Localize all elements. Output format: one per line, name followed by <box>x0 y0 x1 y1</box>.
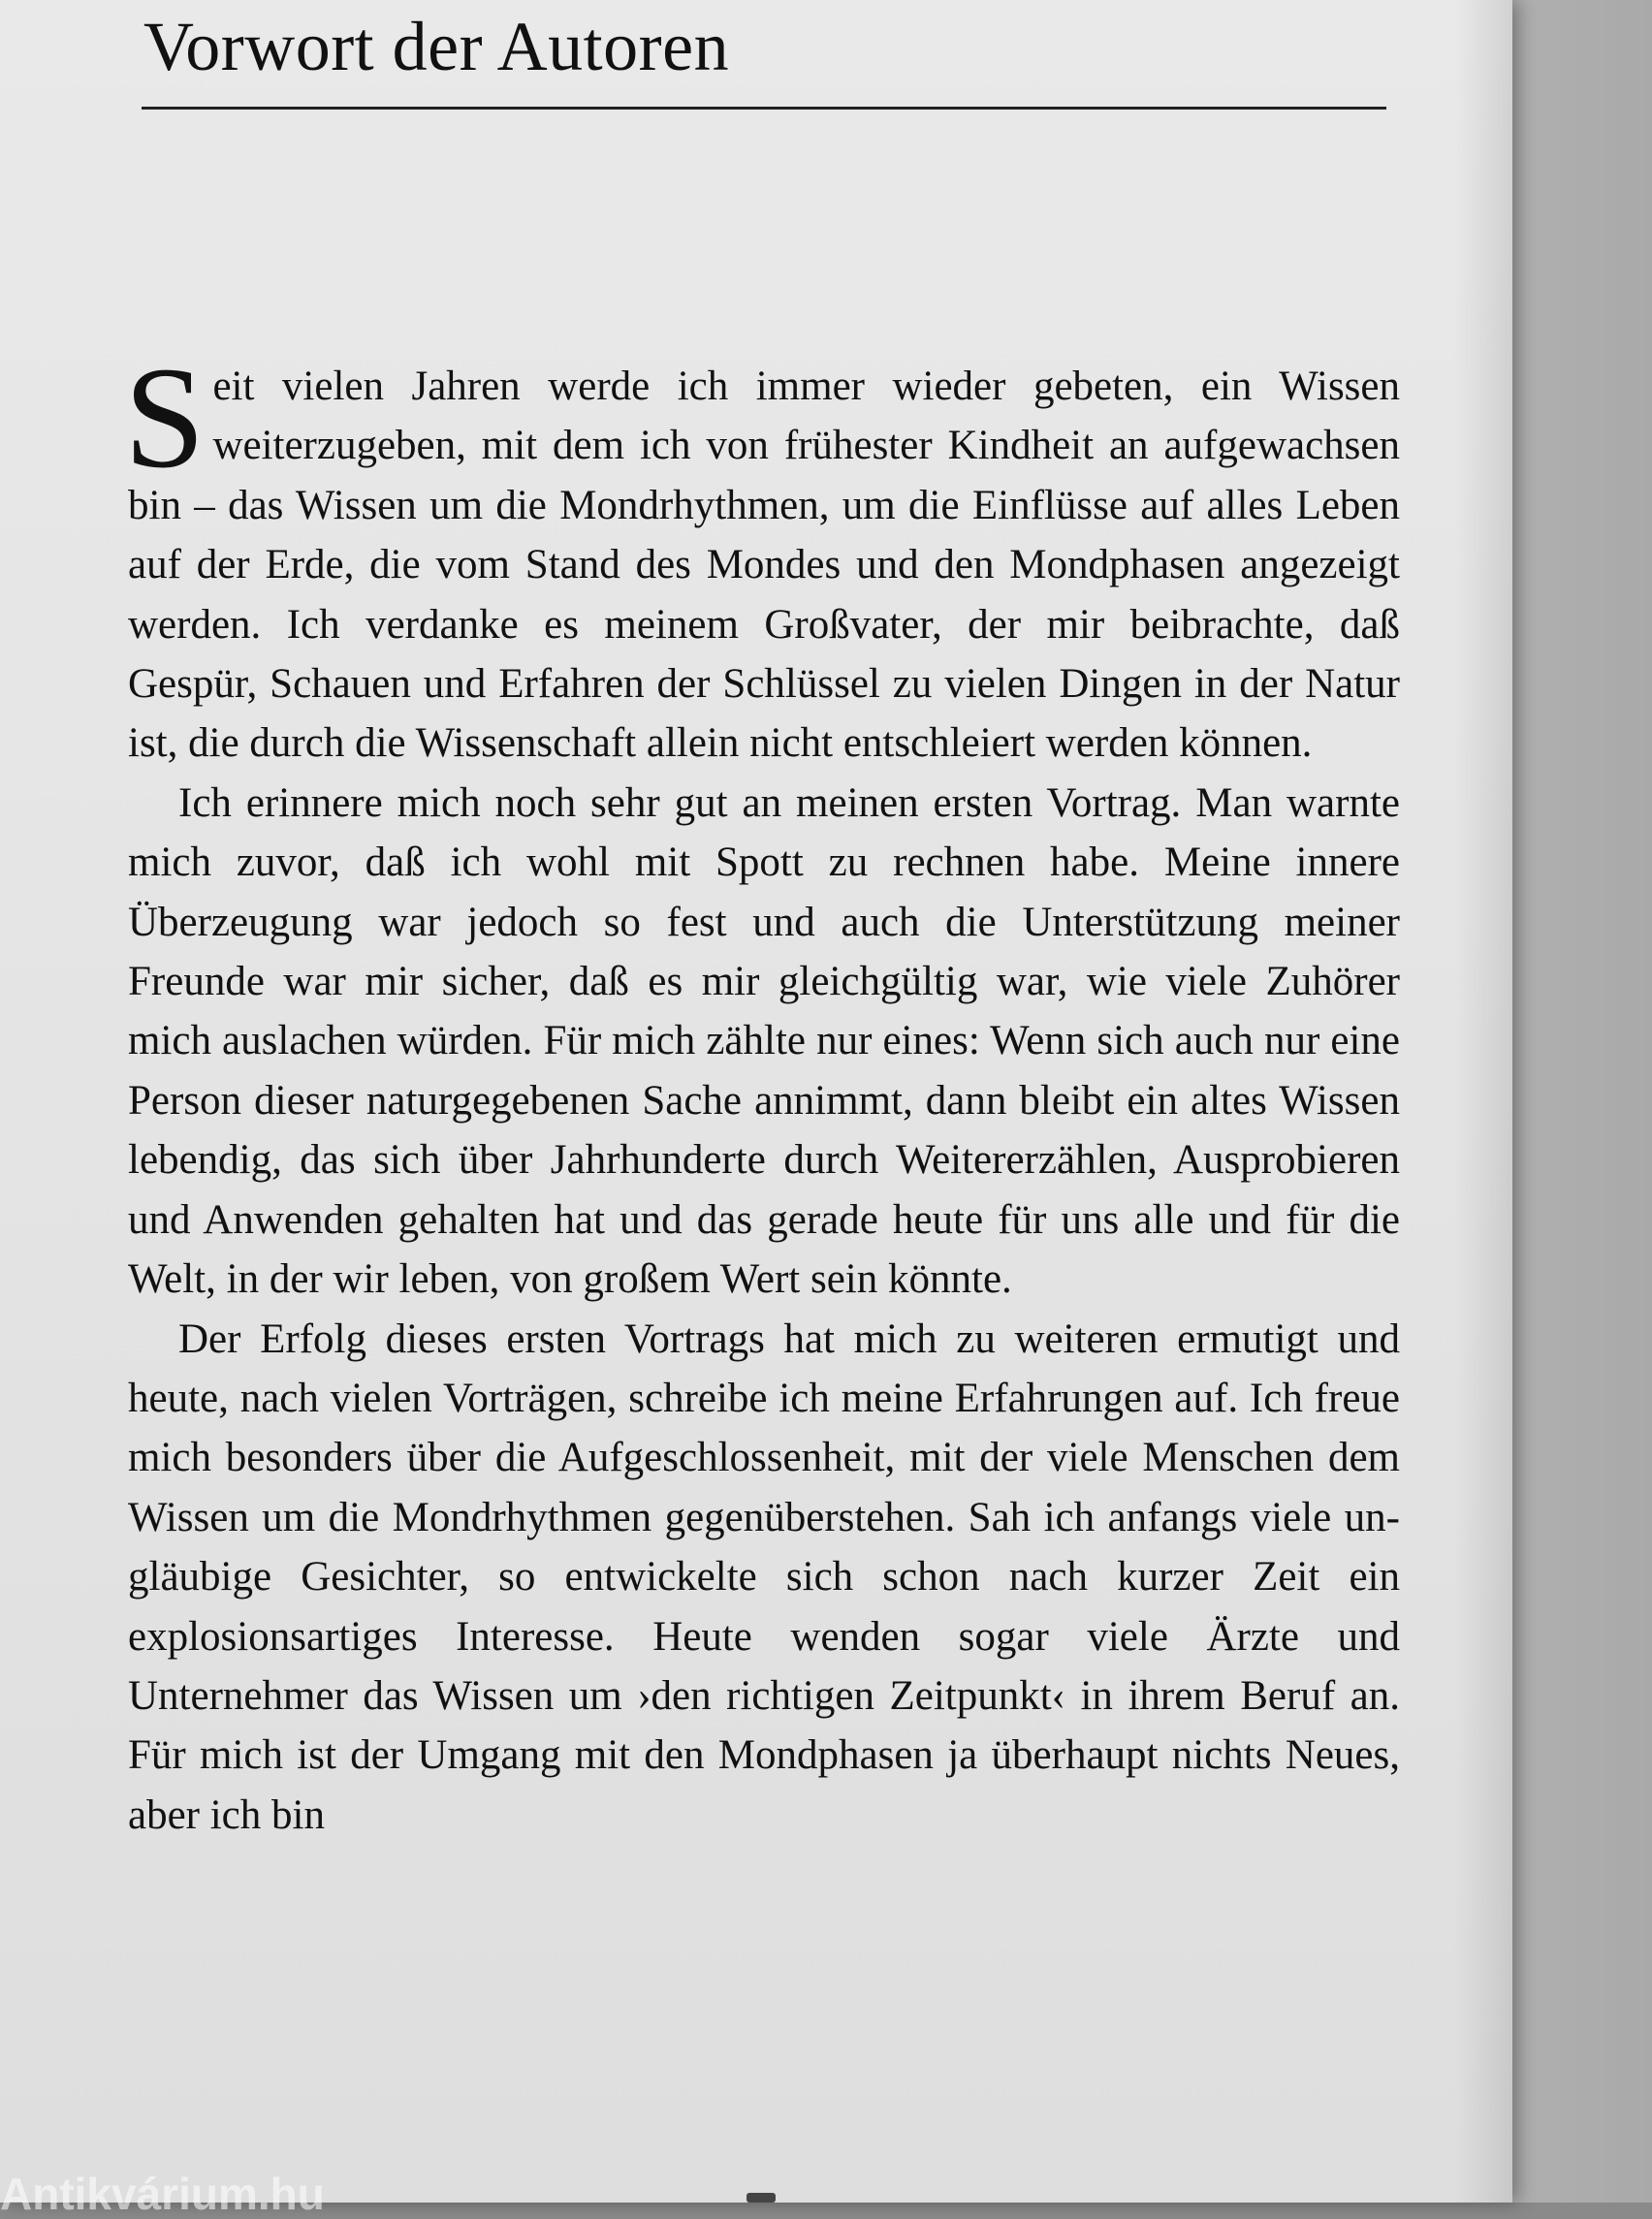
paragraph-3: Der Erfolg dieses ersten Vortrags hat mich zu weiteren ermutigt und heute, nach vielen Vorträgen, schreibe ich meine Erfahrungen auf. Ich freue mich besonders über die Aufgeschlossenheit, mit der viele Menschen dem Wissen um die Mondrhythmen gegenüberstehen. Sah ich anfangs viele ungläubige Gesichter, so entwickelte sich schon nach kurzer Zeit ein explosionsartiges Interesse. Heute wenden sogar viele Ärzte und Unternehmer das Wissen um ›den richtigen Zeitpunkt‹ in ihrem Beruf an. Für mich ist der Umgang mit den Mondphasen ja überhaupt nichts Neues, aber ich bin <box>128 1316 1400 1838</box>
chapter-heading: Vorwort der Autoren <box>143 8 730 85</box>
paragraph-2: Ich erinnere mich noch sehr gut an meinen ersten Vortrag. Man warnte mich zuvor, daß ich wohl mit Spott zu rechnen habe. Meine innere Überzeugung war jedoch so fest und auch die Unterstützung meiner Freunde war mir sicher, daß es mir gleichgültig war, wie viele Zuhörer mich auslachen würden. Für mich zählte nur eines: Wenn sich auch nur eine Person dieser naturgegebenen Sache annimmt, dann bleibt ein altes Wissen lebendig, das sich über Jahrhunderte durch Weitererzählen, Ausprobieren und Anwenden gehalten hat und das gerade heute für uns alle und für die Welt, in der wir leben, von großem Wert sein könnte. <box>128 779 1400 1303</box>
paragraph-1 <box>124 337 1400 774</box>
watermark: Antikvárium.hu <box>0 2169 325 2219</box>
page-edge-shadow <box>1454 0 1512 2203</box>
paragraph-1-text: eit vielen Jahren werde ich immer wieder gebeten, ein Wissen weiterzugeben, mit dem ich von frühester Kindheit an aufgewachsen bin – das Wissen um die Mondrhythmen, um die Einflüsse auf alles Leben auf der Erde, die vom Stand des Mondes und den Mondphasen angezeigt werden. Ich verdanke es meinem Großvater, der mir beibrachte, daß Gespür, Schauen und Erfahren der Schlüssel zu vielen Dingen in der Natur ist, die durch die Wissenschaft allein nicht entschleiert werden können. <box>128 364 1400 767</box>
body-text <box>124 337 1400 1845</box>
drop-cap: S <box>124 337 206 498</box>
page-number-fragment <box>747 2193 776 2203</box>
heading-rule <box>142 107 1386 110</box>
